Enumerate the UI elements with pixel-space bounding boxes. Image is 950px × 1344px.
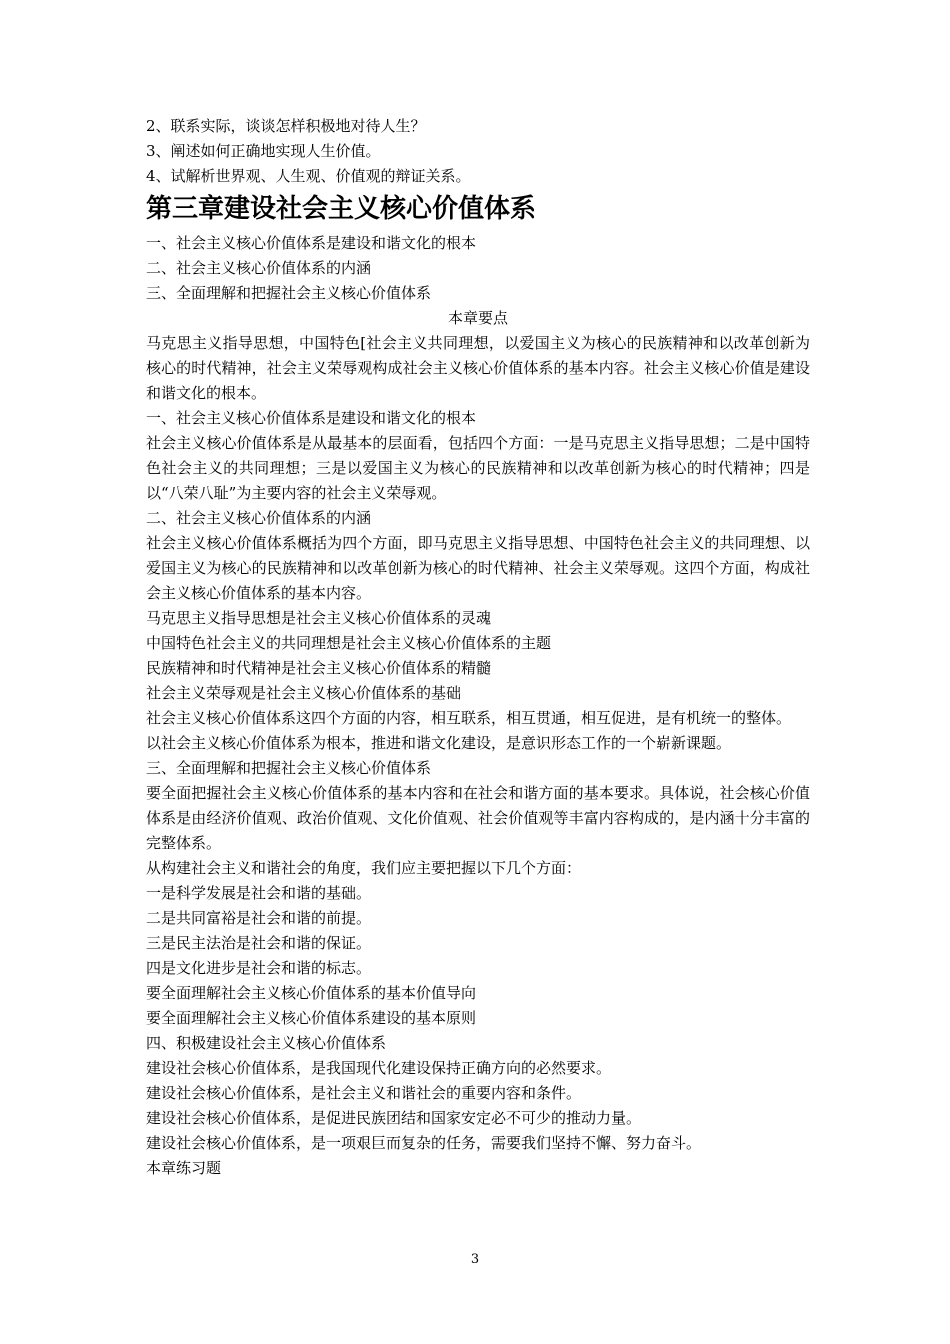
section-2-line-1: 马克思主义指导思想是社会主义核心价值体系的灵魂 bbox=[146, 609, 492, 627]
section-2-line-2: 中国特色社会主义的共同理想是社会主义核心价值体系的主题 bbox=[146, 634, 552, 652]
question-4: 4、试解析世界观、人生观、价值观的辩证关系。 bbox=[146, 167, 471, 185]
section-4-line-1: 建设社会核心价值体系，是我国现代化建设保持正确方向的必然要求。 bbox=[146, 1059, 612, 1077]
section-3-line-2: 一是科学发展是社会和谐的基础。 bbox=[146, 884, 372, 902]
section-2-heading: 二、社会主义核心价值体系的内涵 bbox=[146, 509, 372, 527]
section-1-paragraph: 社会主义核心价值体系是从最基本的层面看，包括四个方面：一是马克思主义指导思想；二是中国特色社会主义的共同理想；三是以爱国主义为核心的民族精神和以改革创新为核心的时代精神；四是以“八荣八耻”为主要内容的社会主义荣辱观。 bbox=[146, 434, 810, 502]
toc-item-3: 三、全面理解和把握社会主义核心价值体系 bbox=[146, 284, 432, 302]
section-4-line-4: 建设社会核心价值体系，是一项艰巨而复杂的任务，需要我们坚持不懈、努力奋斗。 bbox=[146, 1134, 702, 1152]
section-3-paragraph: 要全面把握社会主义核心价值体系的基本内容和在社会和谐方面的基本要求。具体说，社会核心价值体系是由经济价值观、政治价值观、文化价值观、社会价值观等丰富内容构成的，是内涵十分丰富的完整体系。 bbox=[146, 784, 810, 852]
section-3-line-7: 要全面理解社会主义核心价值体系建设的基本原则 bbox=[146, 1009, 477, 1027]
page-number: 3 bbox=[470, 1252, 480, 1267]
section-3-line-1: 从构建社会主义和谐社会的角度，我们应主要把握以下几个方面： bbox=[146, 859, 582, 877]
section-3-line-4: 三是民主法治是社会和谐的保证。 bbox=[146, 934, 372, 952]
section-3-line-6: 要全面理解社会主义核心价值体系的基本价值导向 bbox=[146, 984, 477, 1002]
intro-paragraph: 马克思主义指导思想，中国特色[社会主义共同理想，以爱国主义为核心的民族精神和以改革创新为核心的时代精神，社会主义荣辱观构成社会主义核心价值体系的基本内容。社会主义核心价值是建设和谐文化的根本。 bbox=[146, 334, 810, 402]
section-2-line-3: 民族精神和时代精神是社会主义核心价值体系的精髓 bbox=[146, 659, 492, 677]
exercises-heading: 本章练习题 bbox=[146, 1159, 222, 1177]
toc-item-2: 二、社会主义核心价值体系的内涵 bbox=[146, 259, 372, 277]
section-4-heading: 四、积极建设社会主义核心价值体系 bbox=[146, 1034, 387, 1052]
toc-item-1: 一、社会主义核心价值体系是建设和谐文化的根本 bbox=[146, 234, 477, 252]
section-1-heading: 一、社会主义核心价值体系是建设和谐文化的根本 bbox=[146, 409, 477, 427]
section-2-line-last: 以社会主义核心价值体系为根本，推进和谐文化建设，是意识形态工作的一个崭新课题。 bbox=[146, 734, 732, 752]
question-2: 2、联系实际，谈谈怎样积极地对待人生？ bbox=[146, 117, 426, 135]
chapter-title: 第三章建设社会主义核心价值体系 bbox=[146, 194, 537, 224]
section-3-line-3: 二是共同富裕是社会和谐的前提。 bbox=[146, 909, 372, 927]
section-3-heading: 三、全面理解和把握社会主义核心价值体系 bbox=[146, 759, 432, 777]
section-2-paragraph-2: 社会主义核心价值体系这四个方面的内容，相互联系，相互贯通，相互促进，是有机统一的整体。 bbox=[146, 709, 792, 727]
section-2-paragraph: 社会主义核心价值体系概括为四个方面，即马克思主义指导思想、中国特色社会主义的共同理想、以爱国主义为核心的民族精神和以改革创新为核心的时代精神、社会主义荣辱观。这四个方面，构成社会主义核心价值体系的基本内容。 bbox=[146, 534, 810, 602]
section-4-line-3: 建设社会核心价值体系，是促进民族团结和国家安定必不可少的推动力量。 bbox=[146, 1109, 642, 1127]
section-3-line-5: 四是文化进步是社会和谐的标志。 bbox=[146, 959, 372, 977]
section-2-line-4: 社会主义荣辱观是社会主义核心价值体系的基础 bbox=[146, 684, 462, 702]
section-4-line-2: 建设社会核心价值体系，是社会主义和谐社会的重要内容和条件。 bbox=[146, 1084, 582, 1102]
document-page bbox=[146, 114, 810, 1181]
key-points-heading: 本章要点 bbox=[447, 309, 508, 327]
question-3: 3、阐述如何正确地实现人生价值。 bbox=[146, 142, 381, 160]
